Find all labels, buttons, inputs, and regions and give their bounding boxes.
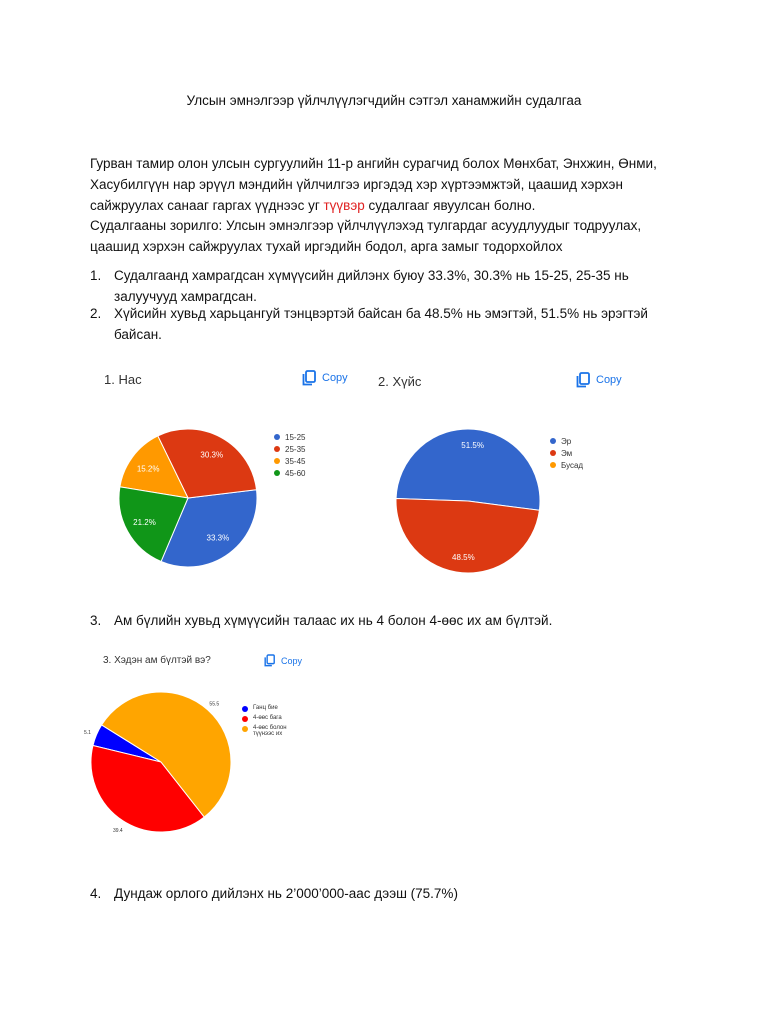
- pie-chart: [83, 690, 250, 835]
- legend-item: [550, 449, 583, 458]
- slice-label: 33.3%: [206, 533, 230, 543]
- legend-swatch: [550, 462, 556, 468]
- pie-chart: [118, 428, 278, 588]
- legend-item: [550, 437, 583, 446]
- legend-item: [274, 457, 305, 466]
- legend-label: Эр: [561, 437, 572, 446]
- legend-label: 25-35: [285, 445, 306, 454]
- chart-title: 1. Нас: [104, 372, 142, 387]
- legend-label: 4-өөс бага: [253, 715, 282, 721]
- legend-item: [274, 445, 305, 454]
- legend-label: 35-45: [285, 457, 306, 466]
- finding-number: 3.: [90, 613, 102, 628]
- finding-number: 4.: [90, 886, 102, 901]
- legend-swatch: [242, 716, 248, 722]
- copy-label: Copy: [596, 374, 622, 386]
- slice-label: 55.5: [209, 701, 220, 708]
- legend-swatch: [274, 458, 280, 464]
- copy-icon: [302, 370, 316, 386]
- slice-label: 21.2%: [133, 517, 156, 527]
- slice-label: 5.1: [83, 730, 91, 737]
- finding-text: Ам бүлийн хувьд хүмүүсийн талаас их нь 4 болон 4-өөс их ам бүлтэй.: [114, 613, 553, 628]
- legend-item: [242, 705, 302, 712]
- legend-label: Бусад: [561, 461, 584, 470]
- finding-number: 1.: [90, 268, 102, 283]
- legend-item: [274, 433, 305, 442]
- legend-swatch: [274, 434, 280, 440]
- slice-label: 39.4: [112, 828, 123, 835]
- legend-swatch: [242, 726, 248, 732]
- chart-household: [83, 642, 320, 840]
- finding-text: Дундаж орлого дийлэнх нь 2’000’000-аас дээш (75.7%): [114, 886, 458, 901]
- legend-label: 15-25: [285, 433, 306, 442]
- finding-text: Хүйсийн хувьд харьцангуй тэнцвэртэй байсан ба 48.5% нь эмэгтэй, 51.5% нь эрэгтэй байсан.: [114, 306, 648, 342]
- legend-label: 45-60: [285, 469, 306, 478]
- legend-item: [242, 715, 302, 722]
- copy-label: Copy: [281, 655, 303, 666]
- intro-highlight: түүвэр: [323, 198, 365, 213]
- slice-label: 51.5%: [461, 441, 484, 451]
- legend-label: 4-өөс болон түүнээс их: [253, 725, 287, 737]
- chart-title: 3. Хэдэн ам бүлтэй вэ?: [103, 655, 211, 666]
- copy-button[interactable]: [576, 372, 622, 388]
- finding-number: 2.: [90, 306, 102, 321]
- copy-button[interactable]: [302, 370, 348, 386]
- goal-paragraph: Судалгааны зорилго: Улсын эмнэлгээр үйлчлүүлэхэд тулгардаг асуудлуудыг тодруулах, цаашид хэрхэн сайжруулах тухай иргэдийн бодол, арга замыг тодорхойлох: [90, 218, 642, 254]
- intro-text-1: Гурван тамир олон улсын сургуулийн 11-р ангийн сурагчид болох Мөнхбат, Энхжин, Өнми, Хасубилгүүн нар эрүүл мэндийн үйлчилгээ иргэдэд хэр хүртээмжтэй, цаашид хэрхэн сайжруулах санааг гаргах үүднээс уг: [90, 156, 657, 213]
- chart-legend: [274, 433, 305, 481]
- chart-legend: [242, 705, 302, 740]
- copy-button[interactable]: [264, 654, 302, 667]
- legend-swatch: [274, 470, 280, 476]
- slice-label: 15.2%: [136, 464, 160, 474]
- intro-text-2: судалгааг явуулсан болно.: [364, 198, 536, 213]
- finding-text: Судалгаанд хамрагдсан хүмүүсийн дийлэнх буюу 33.3%, 30.3% нь 15-25, 25-35 нь залуучууд хамрагдсан.: [114, 268, 629, 304]
- legend-swatch: [550, 438, 556, 444]
- copy-icon: [264, 654, 275, 667]
- chart-title: 2. Хүйс: [378, 374, 422, 389]
- document-title: Улсын эмнэлгээр үйлчлүүлэгчдийн сэтгэл ханамжийн судалгаа: [186, 93, 582, 108]
- legend-label: Эм: [561, 449, 573, 458]
- legend-swatch: [242, 706, 248, 712]
- legend-swatch: [274, 446, 280, 452]
- legend-label: Ганц бие: [253, 705, 278, 711]
- chart-gender: [368, 360, 648, 592]
- chart-age: [92, 358, 357, 590]
- copy-label: Copy: [322, 372, 348, 384]
- slice-label: 48.5%: [452, 552, 475, 562]
- legend-swatch: [550, 450, 556, 456]
- legend-item: [242, 725, 302, 737]
- legend-item: [550, 461, 583, 470]
- legend-item: [274, 469, 305, 478]
- intro-paragraph: [90, 153, 690, 216]
- chart-legend: [550, 437, 583, 473]
- slice-label: 30.3%: [200, 450, 224, 460]
- copy-icon: [576, 372, 590, 388]
- pie-chart: [388, 422, 548, 582]
